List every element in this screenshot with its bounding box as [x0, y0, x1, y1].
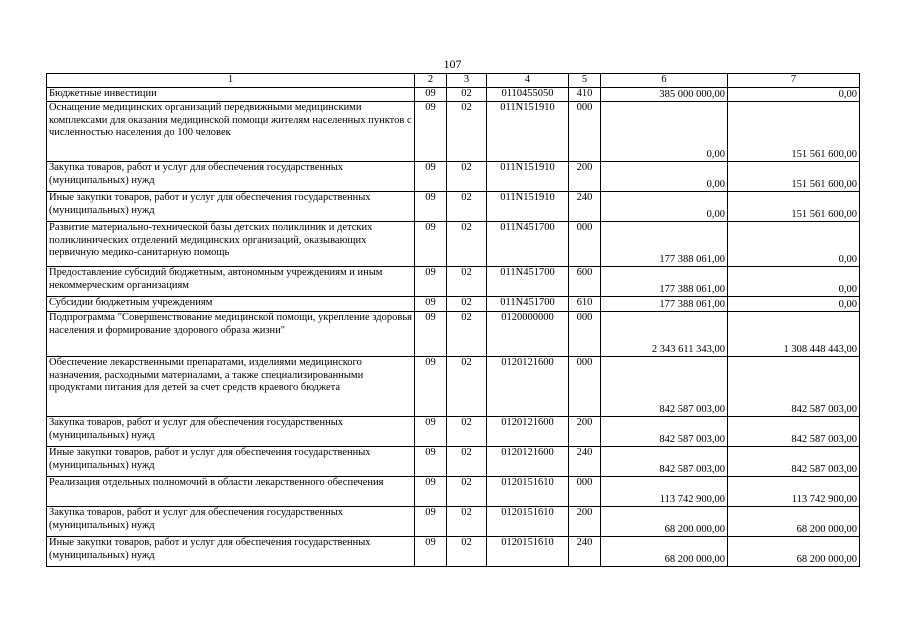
amount-col7: 151 561 600,00: [728, 162, 860, 192]
amount-col7: 0,00: [728, 267, 860, 297]
subsection-code: 02: [447, 447, 487, 477]
table-row: [47, 312, 860, 357]
expense-type-code: 200: [569, 417, 601, 447]
subsection-code: 02: [447, 222, 487, 267]
target-article-code: 011N151910: [487, 162, 569, 192]
row-name: Реализация отдельных полномочий в области лекарственного обеспечения: [47, 477, 415, 507]
row-name: Подпрограмма "Совершенствование медицинской помощи, укрепление здоровья населения и формирование здорового образа жизни": [47, 312, 415, 357]
amount-col6: 842 587 003,00: [601, 357, 728, 417]
target-article-code: 011N451700: [487, 267, 569, 297]
amount-col6: 0,00: [601, 162, 728, 192]
amount-col6: 177 388 061,00: [601, 222, 728, 267]
table-row: [47, 222, 860, 267]
row-name: Развитие материально-технической базы детских поликлиник и детских поликлинических отделений медицинских организаций, оказывающих первичную медико-санитарную помощь: [47, 222, 415, 267]
target-article-code: 0120121600: [487, 357, 569, 417]
amount-col7: 151 561 600,00: [728, 192, 860, 222]
subsection-code: 02: [447, 88, 487, 102]
section-code: 09: [415, 267, 447, 297]
target-article-code: 011N151910: [487, 102, 569, 162]
amount-col7: 842 587 003,00: [728, 447, 860, 477]
target-article-code: 0120121600: [487, 447, 569, 477]
expense-type-code: 600: [569, 267, 601, 297]
expense-type-code: 200: [569, 162, 601, 192]
target-article-code: 0120151610: [487, 507, 569, 537]
row-name: Иные закупки товаров, работ и услуг для обеспечения государственных (муниципальных) нужд: [47, 537, 415, 567]
subsection-code: 02: [447, 297, 487, 312]
subsection-code: 02: [447, 102, 487, 162]
page-number: 107: [443, 57, 462, 71]
amount-col6: 177 388 061,00: [601, 267, 728, 297]
table-row: [47, 192, 860, 222]
table-row: [47, 417, 860, 447]
target-article-code: 0120151610: [487, 477, 569, 507]
section-code: 09: [415, 357, 447, 417]
amount-col6: 385 000 000,00: [601, 88, 728, 102]
subsection-code: 02: [447, 312, 487, 357]
target-article-code: 0110455050: [487, 88, 569, 102]
subsection-code: 02: [447, 192, 487, 222]
expense-type-code: 610: [569, 297, 601, 312]
target-article-code: 0120151610: [487, 537, 569, 567]
amount-col6: 842 587 003,00: [601, 447, 728, 477]
amount-col6: 0,00: [601, 192, 728, 222]
column-header: 6: [601, 74, 728, 88]
subsection-code: 02: [447, 162, 487, 192]
table-row: [47, 102, 860, 162]
expense-type-code: 200: [569, 507, 601, 537]
amount-col7: 151 561 600,00: [728, 102, 860, 162]
table-row: [47, 507, 860, 537]
subsection-code: 02: [447, 417, 487, 447]
expense-type-code: 410: [569, 88, 601, 102]
expense-type-code: 240: [569, 447, 601, 477]
budget-table: [46, 73, 860, 567]
section-code: 09: [415, 297, 447, 312]
table-row: [47, 162, 860, 192]
table-header-row: [47, 74, 860, 88]
row-name: Иные закупки товаров, работ и услуг для обеспечения государственных (муниципальных) нужд: [47, 447, 415, 477]
expense-type-code: 000: [569, 102, 601, 162]
table-row: [47, 267, 860, 297]
amount-col7: 0,00: [728, 88, 860, 102]
expense-type-code: 000: [569, 357, 601, 417]
column-header: 5: [569, 74, 601, 88]
section-code: 09: [415, 162, 447, 192]
target-article-code: 0120000000: [487, 312, 569, 357]
section-code: 09: [415, 537, 447, 567]
section-code: 09: [415, 222, 447, 267]
target-article-code: 0120121600: [487, 417, 569, 447]
subsection-code: 02: [447, 477, 487, 507]
subsection-code: 02: [447, 537, 487, 567]
row-name: Закупка товаров, работ и услуг для обеспечения государственных (муниципальных) нужд: [47, 507, 415, 537]
section-code: 09: [415, 507, 447, 537]
amount-col7: 0,00: [728, 222, 860, 267]
target-article-code: 011N151910: [487, 192, 569, 222]
amount-col7: 1 308 448 443,00: [728, 312, 860, 357]
row-name: Субсидии бюджетным учреждениям: [47, 297, 415, 312]
amount-col6: 68 200 000,00: [601, 507, 728, 537]
expense-type-code: 240: [569, 192, 601, 222]
column-header: 3: [447, 74, 487, 88]
target-article-code: 011N451700: [487, 222, 569, 267]
column-header: 4: [487, 74, 569, 88]
row-name: Обеспечение лекарственными препаратами, изделиями медицинского назначения, расходными материалами, а также специализированными продуктами питания для детей за счет средств краевого бюджета: [47, 357, 415, 417]
column-header: 1: [47, 74, 415, 88]
table-row: [47, 297, 860, 312]
table-row: [47, 537, 860, 567]
subsection-code: 02: [447, 507, 487, 537]
section-code: 09: [415, 447, 447, 477]
amount-col6: 842 587 003,00: [601, 417, 728, 447]
section-code: 09: [415, 192, 447, 222]
target-article-code: 011N451700: [487, 297, 569, 312]
amount-col7: 68 200 000,00: [728, 507, 860, 537]
row-name: Иные закупки товаров, работ и услуг для обеспечения государственных (муниципальных) нужд: [47, 192, 415, 222]
amount-col6: 2 343 611 343,00: [601, 312, 728, 357]
section-code: 09: [415, 477, 447, 507]
amount-col6: 0,00: [601, 102, 728, 162]
row-name: Бюджетные инвестиции: [47, 88, 415, 102]
expense-type-code: 000: [569, 312, 601, 357]
amount-col7: 842 587 003,00: [728, 357, 860, 417]
section-code: 09: [415, 88, 447, 102]
table-row: [47, 477, 860, 507]
table-row: [47, 88, 860, 102]
column-header: 7: [728, 74, 860, 88]
column-header: 2: [415, 74, 447, 88]
row-name: Предоставление субсидий бюджетным, автономным учреждениям и иным некоммерческим организациям: [47, 267, 415, 297]
amount-col6: 113 742 900,00: [601, 477, 728, 507]
section-code: 09: [415, 417, 447, 447]
amount-col7: 113 742 900,00: [728, 477, 860, 507]
row-name: Оснащение медицинских организаций передвижными медицинскими комплексами для оказания медицинской помощи жителям населенных пунктов с численностью населения до 100 человек: [47, 102, 415, 162]
amount-col6: 68 200 000,00: [601, 537, 728, 567]
table-row: [47, 357, 860, 417]
section-code: 09: [415, 312, 447, 357]
amount-col6: 177 388 061,00: [601, 297, 728, 312]
amount-col7: 842 587 003,00: [728, 417, 860, 447]
amount-col7: 68 200 000,00: [728, 537, 860, 567]
section-code: 09: [415, 102, 447, 162]
subsection-code: 02: [447, 267, 487, 297]
table-row: [47, 447, 860, 477]
row-name: Закупка товаров, работ и услуг для обеспечения государственных (муниципальных) нужд: [47, 162, 415, 192]
amount-col7: 0,00: [728, 297, 860, 312]
expense-type-code: 000: [569, 477, 601, 507]
expense-type-code: 240: [569, 537, 601, 567]
row-name: Закупка товаров, работ и услуг для обеспечения государственных (муниципальных) нужд: [47, 417, 415, 447]
expense-type-code: 000: [569, 222, 601, 267]
subsection-code: 02: [447, 357, 487, 417]
